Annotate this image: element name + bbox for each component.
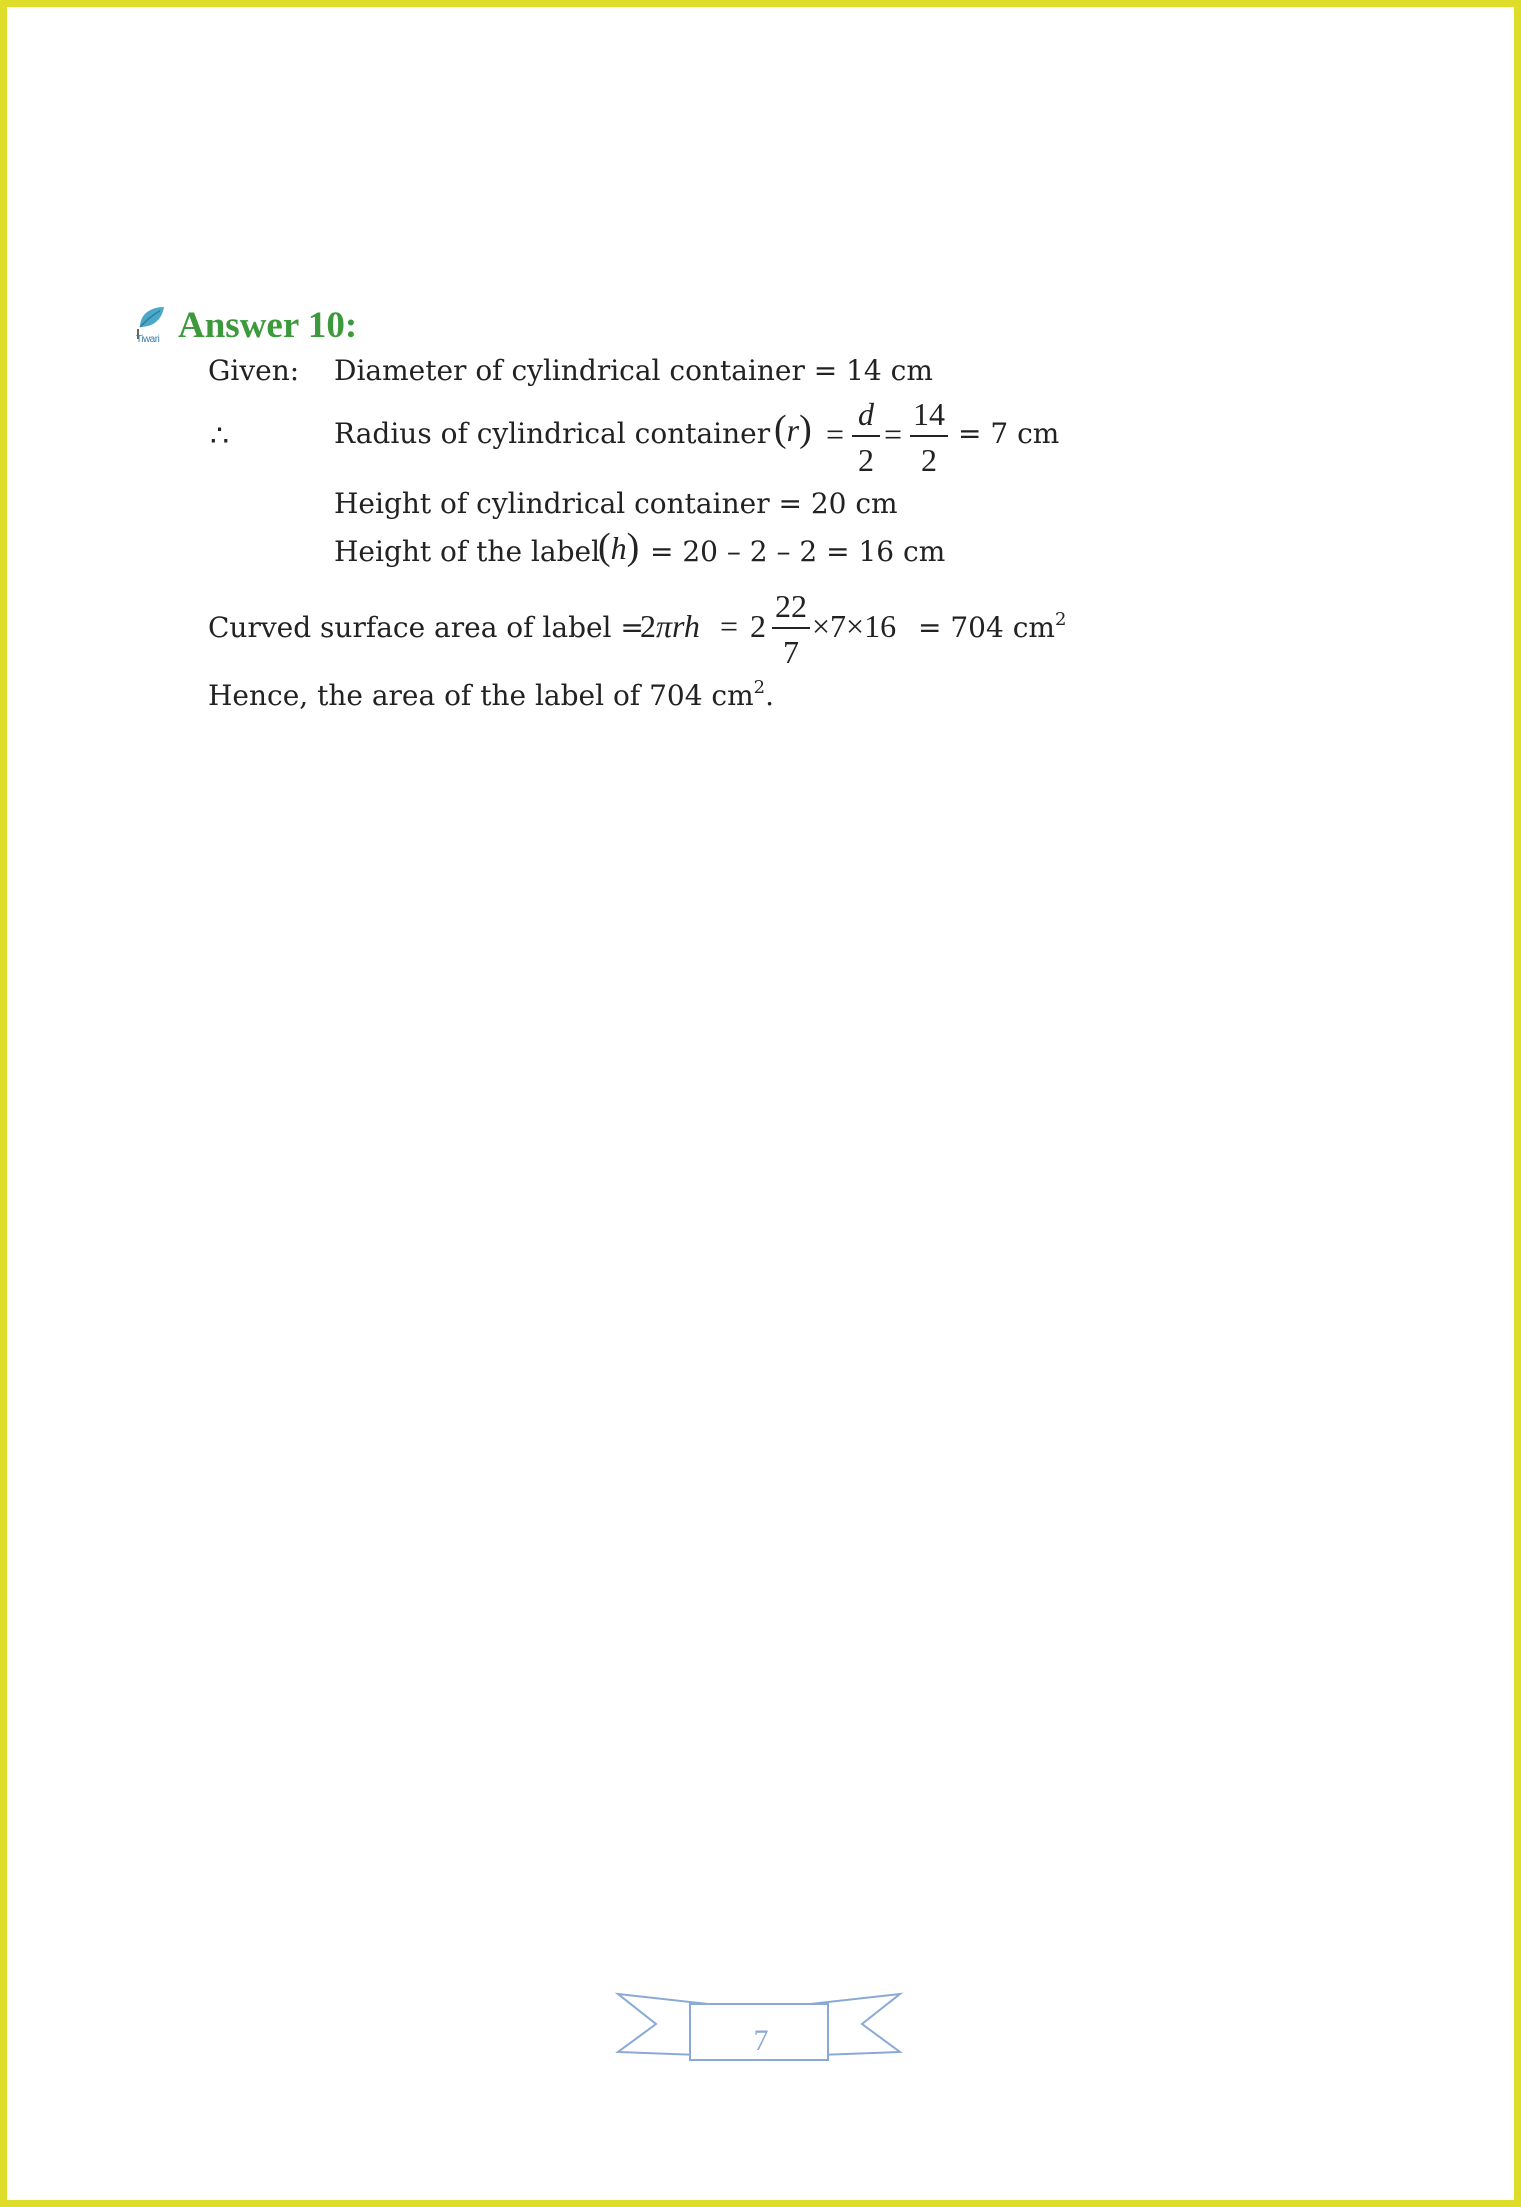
conclusion-sup: 2 <box>753 677 766 698</box>
answer-heading <box>134 300 357 350</box>
height-var-group: (h) <box>598 526 640 568</box>
conclusion-end: . <box>765 679 775 712</box>
csa-result <box>918 609 1067 644</box>
frac2-denominator: 2 <box>921 442 937 478</box>
csa-formula <box>640 610 700 642</box>
conclusion <box>208 677 775 712</box>
formula-vars: rh <box>672 608 700 644</box>
logo-text: Tiwari <box>136 334 160 345</box>
frac1-numerator: d <box>858 396 874 432</box>
csa-product: ×7×16 <box>812 608 897 644</box>
page-title: Answer 10: <box>178 304 358 346</box>
given-text: Diameter of cylindrical container = 14 cm <box>334 354 933 387</box>
height-label-text: Height of the label <box>334 535 601 568</box>
height-container-text: Height of cylindrical container = 20 cm <box>334 487 898 520</box>
formula-pi: π <box>656 608 673 644</box>
csa-fraction <box>772 590 810 668</box>
page-number: 7 <box>753 2024 769 2057</box>
csa-eq: = <box>720 608 739 644</box>
given-label: Given: <box>208 354 300 387</box>
height-var: h <box>610 530 627 566</box>
frac2-numerator: 14 <box>913 396 945 432</box>
formula-coef: 2 <box>640 608 656 644</box>
height-label-result: = 20 – 2 – 2 = 16 cm <box>650 535 946 568</box>
tiwari-logo <box>134 305 172 345</box>
radius-eq2: = <box>884 416 903 452</box>
csa-frac-numerator: 22 <box>775 588 807 624</box>
csa-result-sup: 2 <box>1054 609 1067 630</box>
csa-text: Curved surface area of label = <box>208 611 644 644</box>
radius-var-group: (r) <box>774 408 812 450</box>
radius-fraction-1 <box>852 398 880 476</box>
frac1-denominator: 2 <box>858 442 874 478</box>
csa-frac-denominator: 7 <box>783 634 799 670</box>
therefore-symbol: ∴ <box>210 420 230 453</box>
radius-var: r <box>786 412 800 448</box>
radius-eq1: = <box>826 416 845 452</box>
csa-coef: 2 <box>750 608 766 644</box>
radius-result: = 7 cm <box>958 417 1060 450</box>
radius-fraction-2 <box>910 398 948 476</box>
csa-result-text: = 704 cm <box>918 611 1055 644</box>
radius-text: Radius of cylindrical container <box>334 417 771 450</box>
conclusion-text: Hence, the area of the label of 704 cm <box>208 679 754 712</box>
